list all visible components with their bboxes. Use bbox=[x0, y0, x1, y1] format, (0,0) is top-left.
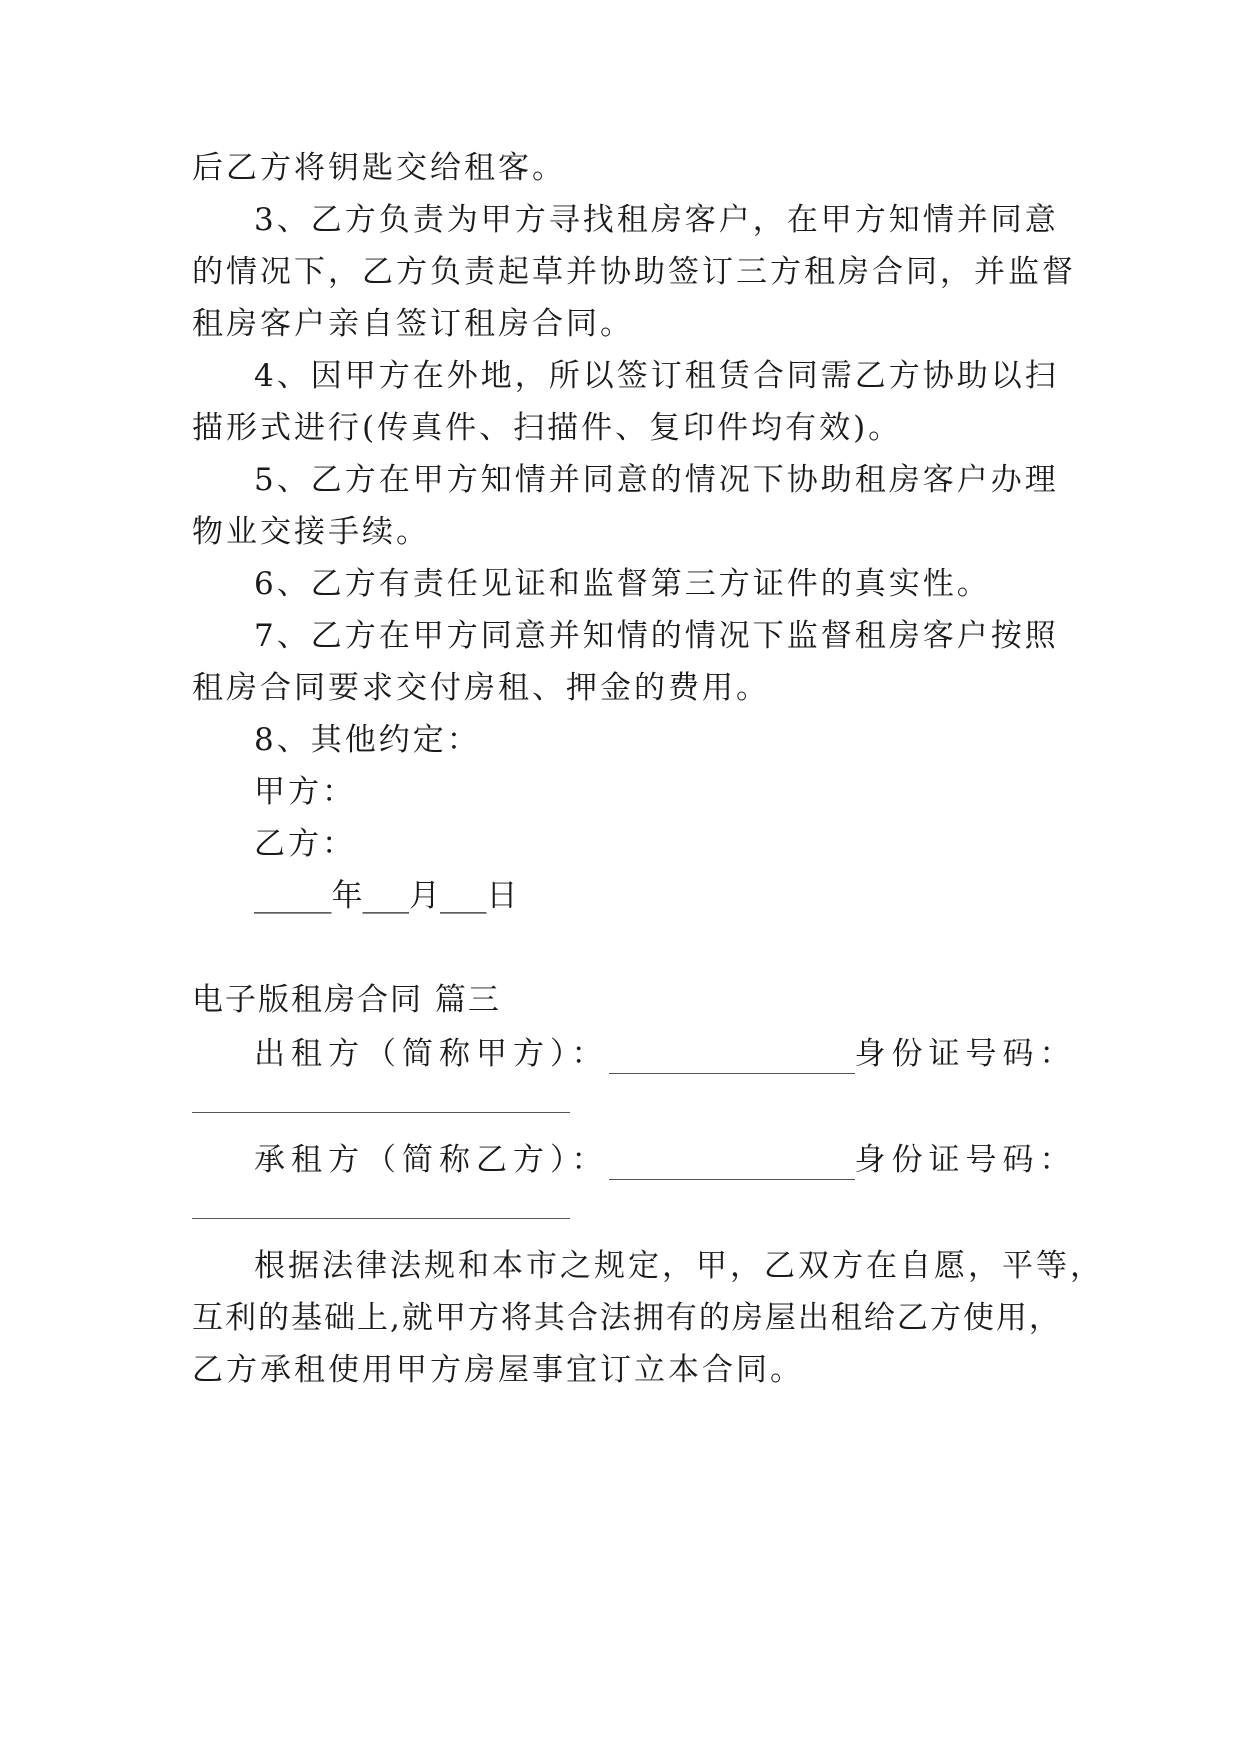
clause-3-line-1: 3、乙方负责为甲方寻找租房客户，在甲方知情并同意 bbox=[254, 202, 1059, 238]
lessor-row bbox=[254, 1034, 1077, 1074]
clause-6: 6、乙方有责任见证和监督第三方证件的真实性。 bbox=[254, 566, 991, 602]
section-title: 电子版租房合同 篇三 bbox=[192, 982, 501, 1018]
lessee-id-blank bbox=[192, 1218, 570, 1219]
preamble-line-2: 互利的基础上,就甲方将其合法拥有的房屋出租给乙方使用， bbox=[192, 1300, 1062, 1336]
lessee-id-label: 身份证号码： bbox=[854, 1142, 1077, 1178]
lessor-label: 出租方（简称甲方）： bbox=[254, 1036, 609, 1072]
clause-5-line-1: 5、乙方在甲方知情并同意的情况下协助租房客户办理 bbox=[254, 462, 1059, 498]
clause-7-line-1: 7、乙方在甲方同意并知情的情况下监督租房客户按照 bbox=[254, 618, 1059, 654]
party-a-signature-label: 甲方： bbox=[254, 774, 356, 810]
party-b-signature-label: 乙方： bbox=[254, 826, 356, 862]
clause-4-line-1: 4、因甲方在外地，所以签订租赁合同需乙方协助以扫 bbox=[254, 358, 1059, 394]
text-line: 后乙方将钥匙交给租客。 bbox=[192, 150, 566, 186]
clause-5-line-2: 物业交接手续。 bbox=[192, 514, 430, 550]
preamble-line-3: 乙方承租使用甲方房屋事宜订立本合同。 bbox=[192, 1352, 804, 1388]
lessee-name-blank bbox=[609, 1149, 855, 1180]
lessee-label: 承租方（简称乙方）： bbox=[254, 1142, 609, 1178]
clause-3-line-3: 租房客户亲自签订租房合同。 bbox=[192, 306, 634, 342]
lessor-id-blank bbox=[192, 1112, 570, 1113]
lessor-id-label: 身份证号码： bbox=[854, 1036, 1077, 1072]
lessee-row bbox=[254, 1140, 1077, 1180]
clause-3-line-2: 的情况下，乙方负责起草并协助签订三方租房合同，并监督 bbox=[192, 254, 1076, 290]
date-line: _____年___月___日 bbox=[254, 878, 518, 914]
lessor-name-blank bbox=[609, 1043, 855, 1074]
clause-8: 8、其他约定： bbox=[254, 722, 481, 758]
clause-7-line-2: 租房合同要求交付房租、押金的费用。 bbox=[192, 670, 770, 706]
preamble-line-1: 根据法律法规和本市之规定，甲，乙双方在自愿，平等， bbox=[254, 1248, 1104, 1284]
clause-4-line-2: 描形式进行(传真件、扫描件、复印件均有效)。 bbox=[192, 410, 903, 446]
